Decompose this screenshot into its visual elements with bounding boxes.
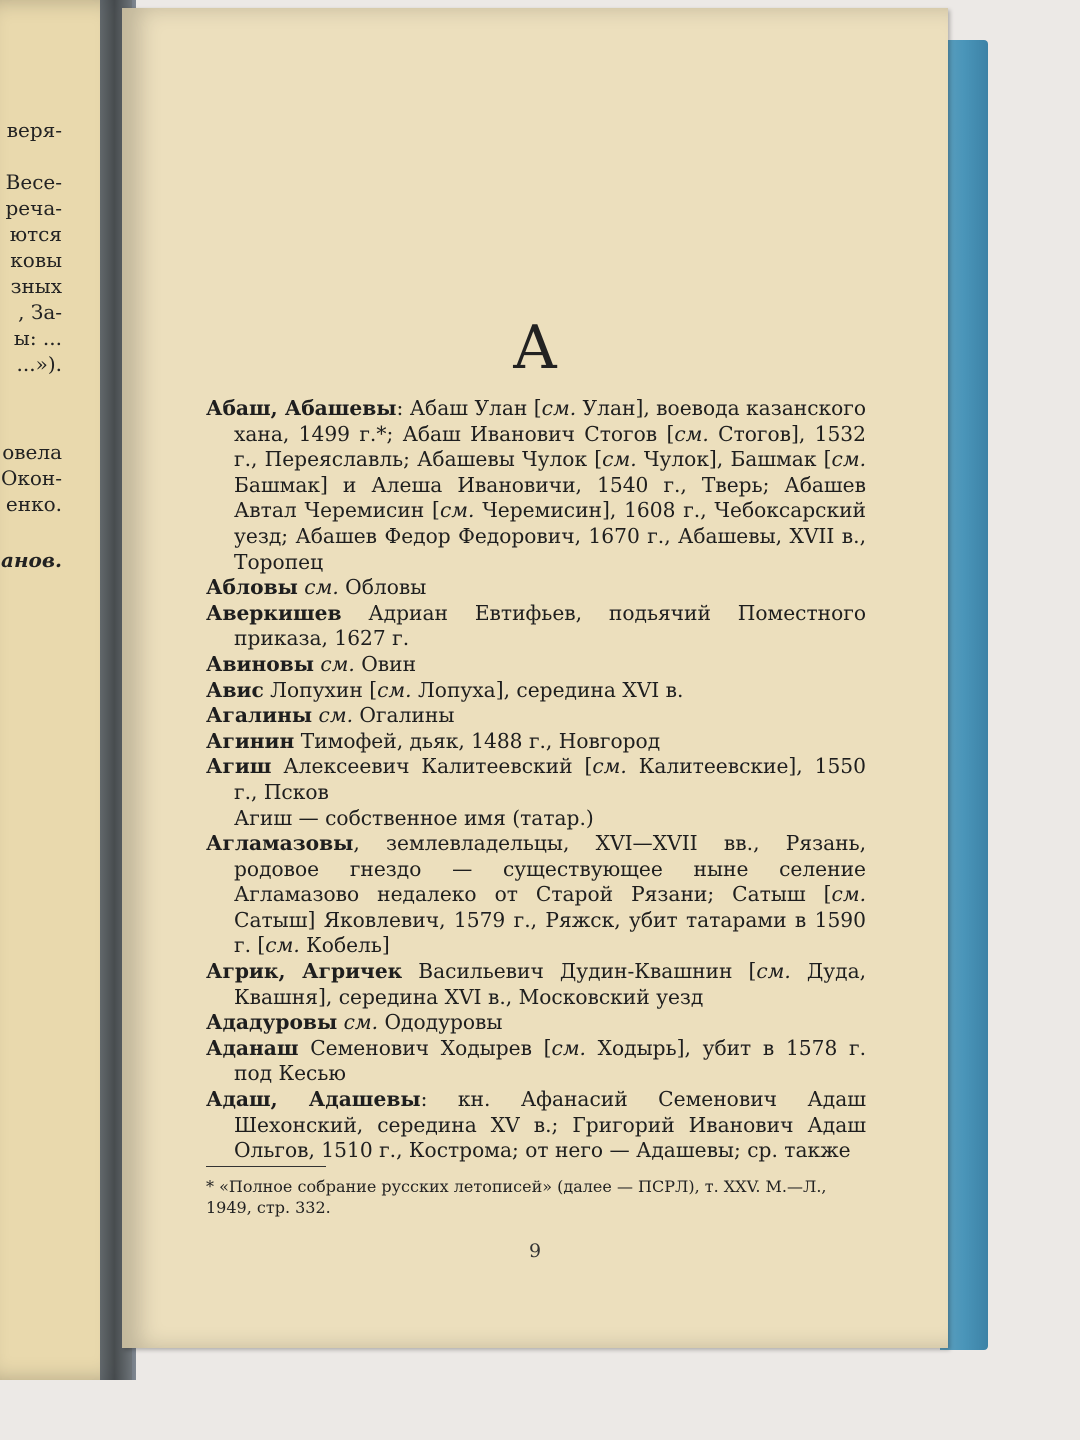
entry-see-also-mark: см. (320, 651, 355, 676)
left-page-fragment: зных (10, 274, 62, 298)
dictionary-entry (206, 678, 866, 704)
dictionary-entry (206, 729, 866, 755)
left-page-fragment: ы: ... (13, 326, 62, 350)
dictionary-entry (206, 1010, 866, 1036)
entry-headword: Абаш, Абашевы (206, 396, 397, 420)
footnote: * «Полное собрание русских летописей» (далее — ПСРЛ), т. XXV. М.—Л., 1949, стр. 332. (206, 1177, 827, 1217)
entry-text: Алексеевич Калитеевский [ (271, 754, 593, 779)
entry-text: Стогов], 1532 г., Переяславль; Абашевы Чулок [ (234, 421, 866, 472)
entry-see-also-mark: см. (439, 498, 475, 523)
entry-text: Тимофей, дьяк, 1488 г., Новгород (294, 728, 661, 753)
entry-text: Лопуха], середина XVI в. (411, 677, 684, 702)
right-page (122, 8, 948, 1348)
entry-see-also-mark: см. (831, 882, 866, 907)
section-letter: А (512, 313, 558, 383)
entry-see-also-mark: см. (304, 575, 339, 600)
entry-headword: Агрик, Агричек (206, 959, 403, 984)
entry-headword: Ададуровы (206, 1010, 338, 1035)
entry-text: Огалины (353, 703, 455, 728)
entry-headword: Аданаш (206, 1035, 299, 1060)
entry-text: Башмак] и Алеша Ивановичи, 1540 г., Тверь; Абашев Автал Черемисин [ (234, 472, 866, 523)
dictionary-entry (206, 703, 866, 729)
entry-text: Чулок], Башмак [ (636, 447, 832, 472)
page-number: 9 (528, 1240, 542, 1262)
entry-headword: Агиш (206, 754, 272, 779)
left-page-fragment: овела (2, 440, 62, 464)
entry-headword: Аверкишев (206, 600, 342, 625)
entry-headword: Агалины (206, 703, 313, 728)
entry-text: Черемисин], 1608 г., Чебоксарский уезд; Абашев Федор Федорович, 1670 г., Абашевы, XVII в., Торопец (234, 498, 867, 574)
entry-text: Кобель] (299, 933, 390, 958)
entry-see-also-mark: см. (602, 447, 637, 472)
dictionary-entry (206, 652, 866, 678)
entry-text: Лопухин [ (263, 677, 378, 702)
left-page-fragment: Окон- (0, 466, 62, 490)
left-page-fragment: ковы (10, 248, 62, 272)
entry-headword: Авис (206, 677, 264, 702)
entry-headword: Адаш, Адашевы (206, 1087, 421, 1112)
entry-see-also-mark: см. (541, 396, 577, 420)
entry-text: Васильевич Дудин-Квашнин [ (402, 959, 757, 984)
left-page-fragment: веря- (6, 118, 62, 142)
entry-text: , землевладельцы, XVI—XVII вв., Рязань, родовое гнездо — существующее ныне селение Агламазово недалеко от Старой Рязани; Сатыш [ (234, 831, 866, 907)
entry-see-also-mark: см. (674, 421, 709, 446)
dictionary-entry (206, 1036, 866, 1087)
entry-see-also-mark: см. (756, 959, 791, 984)
entry-text: Адриан Евтифьев, подьячий Поместного приказа, 1627 г. (234, 600, 866, 651)
entry-text: Ододуровы (378, 1010, 503, 1035)
left-page-fragment: ются (9, 222, 62, 246)
entry-text: Калитеевские], 1550 г., Псков (234, 754, 866, 804)
entry-text: Обловы (338, 575, 427, 600)
entry-headword: Агламазовы (206, 831, 354, 856)
left-page-fragment: ...»). (16, 352, 62, 376)
entry-headword: Агинин (206, 728, 295, 753)
entry-text: Овин (354, 651, 417, 676)
left-page-fragment: реча- (5, 196, 62, 220)
footnote-rule (206, 1166, 326, 1167)
dictionary-entry (206, 601, 866, 652)
entry-see-also-mark: см. (592, 754, 627, 779)
dictionary-entry (206, 396, 866, 575)
left-page-fragment: анов. (1, 548, 62, 572)
entry-see-also-mark: см. (377, 677, 412, 702)
entry-text: Агиш — собственное имя (татар.) (234, 805, 594, 830)
entry-see-also-mark: см. (265, 933, 300, 958)
dictionary-entry (206, 831, 866, 959)
dictionary-entries (206, 396, 866, 1164)
entry-text: Улан], воевода казанского хана, 1499 г.*; Абаш Иванович Стогов [ (234, 396, 867, 446)
entry-text: : кн. Афанасий Семенович Адаш Шехонский, середина XV в.; Григорий Иванович Адаш Ольгов, 1510 г., Кострома; от него — Адашевы; ср. также (234, 1087, 867, 1163)
dictionary-entry (206, 754, 866, 805)
dictionary-entry (206, 1087, 866, 1164)
entry-headword: Авиновы (206, 651, 314, 676)
entry-text: Ходырь], убит в 1578 г. под Кесью (234, 1035, 866, 1086)
dictionary-entry (206, 959, 866, 1010)
entry-text: Дуда, Квашня], середина XVI в., Московский уезд (234, 959, 867, 1009)
entry-text: Семенович Ходырев [ (298, 1035, 552, 1060)
entry-text: : Абаш Улан [ (396, 396, 542, 420)
left-page-fragment: Весе- (5, 170, 62, 194)
dictionary-entry (206, 575, 866, 601)
entry-see-also-mark: см. (551, 1035, 586, 1060)
left-page-fragment: енко. (5, 492, 62, 516)
left-page-fragment: , За- (18, 300, 62, 324)
entry-headword: Абловы (206, 575, 298, 600)
entry-see-also-mark: см. (343, 1010, 379, 1035)
entry-text: Сатыш] Яковлевич, 1579 г., Ряжск, убит татарами в 1590 г. [ (234, 907, 866, 958)
entry-see-also-mark: см. (318, 703, 354, 728)
dictionary-entry (206, 806, 866, 832)
entry-see-also-mark: см. (831, 447, 866, 472)
